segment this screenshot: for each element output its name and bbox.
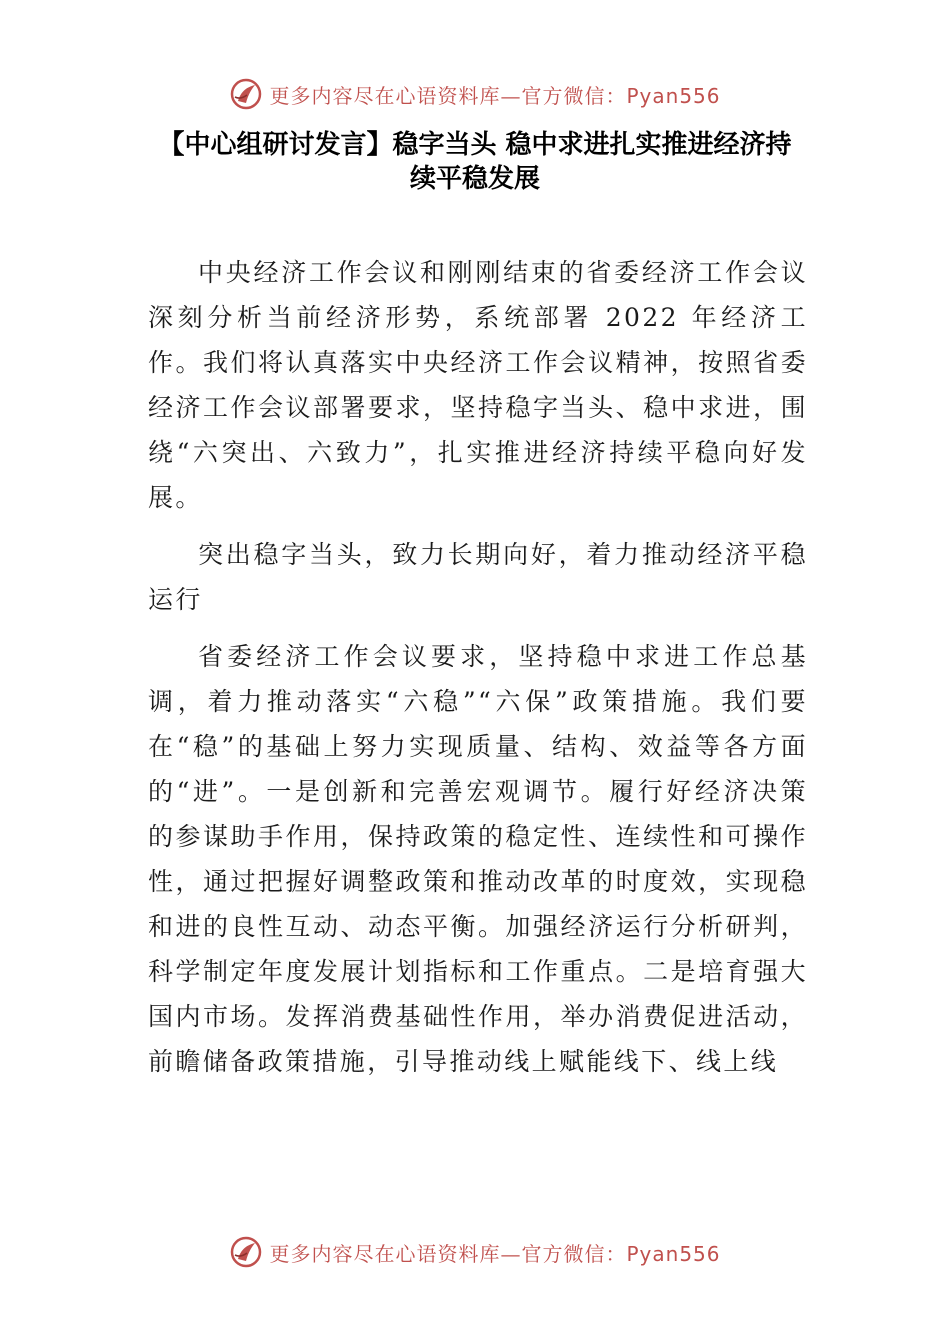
document-body [148, 250, 808, 1096]
document-title [140, 128, 810, 196]
banner-wechat-id: Pyan556 [626, 83, 721, 108]
logo-icon [229, 77, 263, 111]
footer-banner-text [269, 1238, 720, 1267]
banner-main-text: 更多内容尽在心语资料库 [269, 83, 501, 108]
banner-wechat-id: Pyan556 [626, 1241, 721, 1266]
paragraph-section-1: 省委经济工作会议要求，坚持稳中求进工作总基调，着力推动落实“六稳”“六保”政策措施。我们要在“稳”的基础上努力实现质量、结构、效益等各方面的“进”。一是创新和完善宏观调节。履行好经济决策的参谋助手作用，保持政策的稳定性、连续性和可操作性，通过把握好调整政策和推动改革的时度效，实现稳和进的良性互动、动态平衡。加强经济运行分析研判，科学制定年度发展计划指标和工作重点。二是培育强大国内市场。发挥消费基础性作用，举办消费促进活动，前瞻储备政策措施，引导推动线上赋能线下、线上线 [148, 642, 808, 1076]
banner-wechat-label: 官方微信： [521, 83, 627, 108]
banner-main-text: 更多内容尽在心语资料库 [269, 1241, 501, 1266]
section-heading: 突出稳字当头，致力长期向好，着力推动经济平稳运行 [148, 540, 808, 614]
title-line-1: 【中心组研讨发言】稳字当头 稳中求进扎实推进经济持 [158, 130, 792, 160]
logo-icon [229, 1235, 263, 1269]
header-banner [0, 72, 950, 116]
banner-dash: — [500, 1241, 522, 1266]
banner-dash: — [500, 83, 522, 108]
banner-wechat-label: 官方微信： [521, 1241, 627, 1266]
footer-banner [0, 1230, 950, 1274]
title-line-2: 续平稳发展 [409, 164, 540, 194]
header-banner-text [269, 80, 720, 109]
paragraph-intro: 中央经济工作会议和刚刚结束的省委经济工作会议深刻分析当前经济形势，系统部署 2022 年经济工作。我们将认真落实中央经济工作会议精神，按照省委经济工作会议部署要求，坚持稳字当头、稳中求进，围绕“六突出、六致力”，扎实推进经济持续平稳向好发展。 [148, 258, 808, 512]
